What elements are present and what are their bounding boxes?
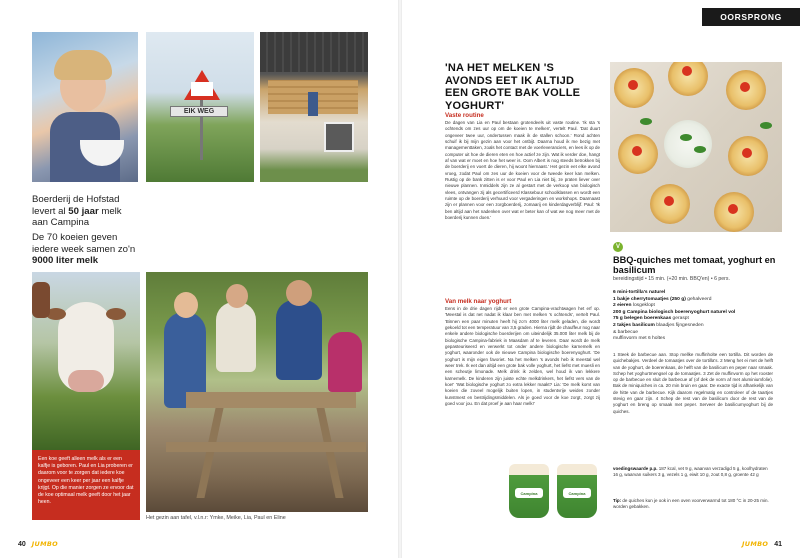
nutrition-info: voedingswaarde p.p. 187 kcal, vet 9 g, waarvan verzadigd 5 g, koolhydraten 16 g, waarvan suikers 3 g, vezels 1 g, eiwit 10 g, zout 0,8 g, groente 42 g	[613, 466, 768, 478]
cup-brand-label: Campina	[515, 488, 543, 498]
yoghurt-cup	[557, 464, 597, 518]
recipe-steps: 1 Steek de barbecue aan. Stop mellke muffinholte een tortilla. Dit worden de quichebakjes. Verdeel de tomaatjes over de tortilla's. 2 Meng het ei met de helft van de yoghurt, de boerenkaas, de helft van de basilicum en peper naar smaak. Schep het yoghurtmengsel op de tomaatjes. 3 Zet de muffinvorm op het rooster op de barbecue en sluit de barbecue af (of dek de vorm af met aluminiumfolie). Bak de miniquiches in ca. 20 min bruin en gaar. De exacte tijd is afhankelijk van de hitte van de barbecue. Kijk daarom regelmatig en controleer of de taartjes stevig en gaar zijn. 4 Schep de rest van de basilicum door de rest van de yoghurt en breng op smaak met peper. Serveer de basilicumyoghurt bij de quiches.	[613, 352, 773, 414]
ingredient-item: 1 bakje cherrytomaatjes (250 g) gehalveerd	[613, 296, 712, 302]
recipe-meta: bereidingstijd • 15 min. (+20 min. BBQ'en) • 6 pers.	[613, 276, 730, 282]
photo-family-at-picnic-table	[146, 272, 368, 512]
photo-caption: Het gezin aan tafel, v.l.n.r: Ymke, Meike, Lia, Paul en Eline	[146, 515, 286, 521]
info-box-calf: Een koe geeft alleen melk als er een kalfje is geboren. Paul en Lia proberen er daarom voor te zorgen dat iedere koe ongeveer een keer per jaar een kalfje krijgt. Op die manier zorgen ze ervoor dat de koe optimaal melk geeft door het jaar heen.	[32, 450, 140, 520]
ingredients-list	[613, 290, 783, 343]
article-text-yoghurt: Eens in de drie dagen rijdt er een grote Campina-vrachtwagen het erf op. 'Meestal is dat net nadat ik klaar ben met melken 's ochtends', vertelt Paul. 'Binnen een paar minuten heeft hij zo'n 4000 liter melk geladen, die wordt gekoeld tot een temperatuur van 3,5 graden. Hierna rijdt de chauffeur nog naar enkele andere biologische boerderijen om uiteindelijk 35.000 liter melk bij de biologische Campina-fabriek in Maasdam af te leveren. Daar wordt de melk gepasteuriseerd en verwerkt tot onder andere biologische karnemelk en yoghurt, waaronder ook de nieuwe Campina biologische boerenyoghurt. 'De yoghurt is mijn eigen favoriet. Na het melken 's avonds heb ik meestal wel weer trek. Ik eet dan altijd een grote bak volle yoghurt, het liefst met muesli en een scheutje limonade. Melk drink ik zelden, wel houd ik van lekkere karnemelk. De kinderen zijn juiste echte melkdrinkers, het liefst vers van de koe!' 'Wat biologische yoghurt zo extra lekker maakt? Lia: 'De melk komt van koeien die zoveel mogelijk buiten lopen, in studentvrije weides zonder kunstmest en bestrijdingsmiddelen. Als je goed voor de koe zorgt, zorgt zij goed voor jou. En dat proef je aan haar melk!'	[445, 306, 600, 407]
folio-left	[18, 540, 58, 548]
brand-logo-left: JUMBO	[31, 540, 58, 548]
lead-fact-liters: De 70 koeien geven iedere week samen zo'n 9000 liter melk	[32, 232, 136, 267]
article-section-routine	[445, 112, 600, 222]
ingredient-item: muffinvorm met 6 holtes	[613, 336, 666, 342]
article-section-yoghurt	[445, 298, 600, 408]
yoghurt-cup	[509, 464, 549, 518]
recipe-tip: Tip: de quiches kun je ook in een oven voorverwarmd tot 180 °C in 20-25 min. worden gebakken.	[613, 498, 769, 510]
subheading-routine: Vaste routine	[445, 112, 484, 119]
article-headline: 'NA HET MELKEN 'S AVONDS EET IK ALTIJD EEN GROTE BAK VOLLE YOGHURT'	[445, 62, 581, 112]
cup-brand-label: Campina	[563, 488, 591, 498]
article-text-routine: De dagen van Lia en Paul bestaan grotendeels uit vaste routine. 'Ik sta 's ochtends om zes uur op om de koeien te melken', vertelt Paul. 'Dat duurt ongeveer twee uur, ondertussen maak ik de stallen schoon.' Rond achten schuif ik bij mijn gezin aan voor het ontbijt. Daarna houd ik me bezig met managementtaken, zoals het contact met de voerleveranciers, en lees ik op de computer uit hoe de dieren eten en hoe actief ze zijn. Wat ik verder doe, hangt af van wat er moet en hoe het weer is. Oom Albert is nog steeds betrokken bij de boerderij en voert de dieren, hij woont hiernaast.' Het gezin eet elke avond vroeg, zodat Paul om zes uur de koeien voor de tweede keer kan melken. Rustig op de bank zitten is er voor Paul en Lia niet bij, ze praten liever over nieuwe plannen. Inmiddels zijn ze al gestart met de verkoop van biologisch vlees, ontvangen zij als gecertificeerd Klassebuur schoolklassen en wordt een ruimte op de boerderij verhuurd voor vergaderingen en workshops. Daarnaast zijn er plannen voor een zorgboerderij, zomaarij en kinderdagverblijf. Paul: 'Ik ben altijd aan het nadenken over wat er beter kan of wat we nog meer met de boerderij kunnen doen.'	[445, 120, 600, 221]
page-number-right: 41	[774, 540, 782, 548]
brand-logo-right: JUMBO	[742, 540, 769, 548]
ingredient-item: 75 g belegen boerenkaas geraspt	[613, 316, 689, 322]
folio-right	[742, 540, 782, 548]
street-sign-text: EIK WEG	[170, 106, 228, 117]
section-tag: OORSPRONG	[702, 8, 800, 26]
subheading-yoghurt: Van melk naar yoghurt	[445, 298, 512, 305]
ingredient-item: 6 mini-tortilla's naturel	[613, 290, 666, 295]
photo-cow-crossing-sign	[146, 32, 254, 182]
recipe-title: BBQ-quiches met tomaat, yoghurt en basilicum	[613, 255, 776, 276]
vegetarian-badge-icon: V	[613, 242, 623, 252]
ingredient-item: 2 eieren losgeklopt	[613, 303, 655, 309]
lead-fact-years: Boerderij de Hofstad levert al 50 jaar melk aan Campina	[32, 194, 122, 229]
ingredient-item: 200 g Campina biologisch boerenyoghurt naturel vol	[613, 309, 736, 315]
page-gutter	[398, 0, 402, 558]
photo-girl-drinking-milk	[32, 32, 138, 182]
page-number-left: 40	[18, 540, 26, 548]
ingredient-item: & barbecue	[613, 329, 639, 335]
ingredient-item: 2 takjes basilicum blaadjes fijngesneden	[613, 322, 704, 328]
photo-cow-closeup	[32, 272, 140, 450]
photo-yoghurt-cups	[505, 460, 603, 522]
photo-bbq-quiches	[610, 62, 782, 232]
photo-farm-barn	[260, 32, 368, 182]
